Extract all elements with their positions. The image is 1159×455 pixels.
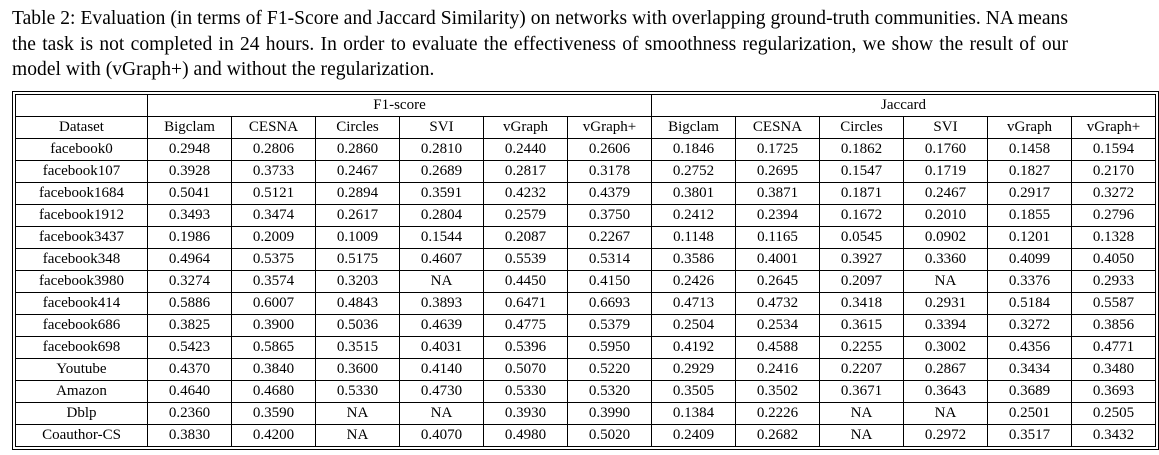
cell-f1-value: 0.5950 (568, 336, 652, 358)
group-header-f1: F1-score (148, 94, 652, 116)
cell-dataset: Dblp (16, 402, 148, 424)
cell-jaccard-value: 0.2505 (1072, 402, 1156, 424)
cell-f1-value: 0.2810 (400, 138, 484, 160)
cell-jaccard-value: 0.3671 (820, 380, 904, 402)
cell-jaccard-value: 0.3517 (988, 424, 1072, 446)
cell-jaccard-value: 0.5587 (1072, 292, 1156, 314)
cell-f1-value: 0.3515 (316, 336, 400, 358)
cell-jaccard-value: 0.4356 (988, 336, 1072, 358)
cell-jaccard-value: 0.1719 (904, 160, 988, 182)
table-row (16, 402, 1156, 424)
col-header-f1-vgraph: vGraph (484, 116, 568, 138)
results-table-body (16, 138, 1156, 446)
cell-jaccard-value: 0.1384 (652, 402, 736, 424)
cell-f1-value: 0.5041 (148, 182, 232, 204)
cell-jaccard-value: 0.1594 (1072, 138, 1156, 160)
cell-f1-value: 0.2606 (568, 138, 652, 160)
col-header-f1-circles: Circles (316, 116, 400, 138)
cell-f1-value: 0.3893 (400, 292, 484, 314)
cell-jaccard-value: 0.1725 (736, 138, 820, 160)
cell-f1-value: 0.3591 (400, 182, 484, 204)
cell-jaccard-value: 0.2467 (904, 182, 988, 204)
cell-jaccard-value: 0.1672 (820, 204, 904, 226)
cell-jaccard-value: 0.2170 (1072, 160, 1156, 182)
cell-jaccard-value: 0.2255 (820, 336, 904, 358)
table-row (16, 270, 1156, 292)
cell-dataset: facebook698 (16, 336, 148, 358)
cell-jaccard-value: 0.1148 (652, 226, 736, 248)
cell-jaccard-value: 0.1846 (652, 138, 736, 160)
cell-f1-value: 0.2440 (484, 138, 568, 160)
cell-f1-value: NA (400, 270, 484, 292)
cell-f1-value: 0.5886 (148, 292, 232, 314)
cell-f1-value: 0.3474 (232, 204, 316, 226)
cell-f1-value: 0.2948 (148, 138, 232, 160)
cell-jaccard-value: 0.2409 (652, 424, 736, 446)
table-row (16, 358, 1156, 380)
cell-jaccard-value: 0.3002 (904, 336, 988, 358)
cell-f1-value: 0.4140 (400, 358, 484, 380)
cell-jaccard-value: 0.2097 (820, 270, 904, 292)
cell-jaccard-value: NA (904, 402, 988, 424)
cell-f1-value: 0.5121 (232, 182, 316, 204)
cell-f1-value: 0.4200 (232, 424, 316, 446)
cell-dataset: facebook3437 (16, 226, 148, 248)
cell-f1-value: 0.3930 (484, 402, 568, 424)
col-header-jaccard-bigclam: Bigclam (652, 116, 736, 138)
cell-f1-value: 0.3928 (148, 160, 232, 182)
cell-f1-value: 0.1986 (148, 226, 232, 248)
cell-f1-value: 0.3750 (568, 204, 652, 226)
cell-f1-value: 0.5070 (484, 358, 568, 380)
cell-f1-value: 0.1544 (400, 226, 484, 248)
table-row (16, 226, 1156, 248)
cell-jaccard-value: NA (820, 402, 904, 424)
cell-jaccard-value: NA (820, 424, 904, 446)
cell-dataset: facebook1684 (16, 182, 148, 204)
cell-jaccard-value: 0.1165 (736, 226, 820, 248)
cell-dataset: Amazon (16, 380, 148, 402)
cell-f1-value: 0.3274 (148, 270, 232, 292)
cell-jaccard-value: 0.2929 (652, 358, 736, 380)
col-header-jaccard-cesna: CESNA (736, 116, 820, 138)
cell-f1-value: 0.5423 (148, 336, 232, 358)
cell-dataset: Youtube (16, 358, 148, 380)
cell-jaccard-value: 0.3418 (820, 292, 904, 314)
cell-f1-value: 0.3493 (148, 204, 232, 226)
cell-f1-value: 0.2860 (316, 138, 400, 160)
cell-dataset: facebook686 (16, 314, 148, 336)
cell-jaccard-value: 0.3856 (1072, 314, 1156, 336)
cell-jaccard-value: 0.1827 (988, 160, 1072, 182)
cell-jaccard-value: 0.4001 (736, 248, 820, 270)
table-row (16, 204, 1156, 226)
cell-jaccard-value: 0.1201 (988, 226, 1072, 248)
cell-f1-value: 0.1009 (316, 226, 400, 248)
cell-jaccard-value: 0.2933 (1072, 270, 1156, 292)
cell-dataset: facebook414 (16, 292, 148, 314)
cell-jaccard-value: 0.3394 (904, 314, 988, 336)
cell-jaccard-value: 0.0545 (820, 226, 904, 248)
cell-jaccard-value: 0.4732 (736, 292, 820, 314)
cell-f1-value: 0.5175 (316, 248, 400, 270)
cell-f1-value: 0.4607 (400, 248, 484, 270)
cell-f1-value: 0.4031 (400, 336, 484, 358)
cell-f1-value: 0.4150 (568, 270, 652, 292)
cell-jaccard-value: 0.3480 (1072, 358, 1156, 380)
cell-f1-value: 0.4680 (232, 380, 316, 402)
cell-jaccard-value: 0.3272 (988, 314, 1072, 336)
cell-f1-value: 0.6007 (232, 292, 316, 314)
cell-f1-value: 0.2689 (400, 160, 484, 182)
table-row (16, 314, 1156, 336)
cell-jaccard-value: 0.2416 (736, 358, 820, 380)
col-header-jaccard-circles: Circles (820, 116, 904, 138)
cell-f1-value: 0.3840 (232, 358, 316, 380)
cell-f1-value: 0.5320 (568, 380, 652, 402)
cell-jaccard-value: 0.2226 (736, 402, 820, 424)
cell-f1-value: 0.2267 (568, 226, 652, 248)
cell-jaccard-value: 0.4588 (736, 336, 820, 358)
group-header-blank (16, 94, 148, 116)
cell-f1-value: 0.4775 (484, 314, 568, 336)
cell-f1-value: 0.5314 (568, 248, 652, 270)
table-row (16, 138, 1156, 160)
cell-jaccard-value: 0.1855 (988, 204, 1072, 226)
cell-f1-value: 0.2360 (148, 402, 232, 424)
cell-jaccard-value: 0.2207 (820, 358, 904, 380)
cell-f1-value: 0.2806 (232, 138, 316, 160)
cell-jaccard-value: 0.2010 (904, 204, 988, 226)
cell-dataset: facebook348 (16, 248, 148, 270)
cell-jaccard-value: 0.2972 (904, 424, 988, 446)
col-header-f1-cesna: CESNA (232, 116, 316, 138)
cell-f1-value: 0.4370 (148, 358, 232, 380)
table-column-header-row (16, 116, 1156, 138)
cell-f1-value: 0.2467 (316, 160, 400, 182)
cell-f1-value: 0.2817 (484, 160, 568, 182)
cell-f1-value: 0.5379 (568, 314, 652, 336)
cell-f1-value: NA (316, 424, 400, 446)
cell-jaccard-value: 0.3272 (1072, 182, 1156, 204)
cell-jaccard-value: 0.1862 (820, 138, 904, 160)
cell-f1-value: 0.5539 (484, 248, 568, 270)
cell-jaccard-value: 0.3586 (652, 248, 736, 270)
cell-jaccard-value: 0.2394 (736, 204, 820, 226)
cell-jaccard-value: 0.3643 (904, 380, 988, 402)
cell-jaccard-value: 0.2501 (988, 402, 1072, 424)
cell-jaccard-value: 0.2695 (736, 160, 820, 182)
col-header-dataset: Dataset (16, 116, 148, 138)
cell-f1-value: 0.5220 (568, 358, 652, 380)
cell-jaccard-value: 0.1328 (1072, 226, 1156, 248)
cell-jaccard-value: 0.1547 (820, 160, 904, 182)
group-header-jaccard: Jaccard (652, 94, 1156, 116)
cell-f1-value: 0.2087 (484, 226, 568, 248)
cell-f1-value: 0.4450 (484, 270, 568, 292)
cell-jaccard-value: 0.5184 (988, 292, 1072, 314)
cell-f1-value: 0.4843 (316, 292, 400, 314)
table-outer-frame (12, 91, 1159, 450)
cell-f1-value: 0.4640 (148, 380, 232, 402)
cell-f1-value: 0.5396 (484, 336, 568, 358)
cell-jaccard-value: 0.2504 (652, 314, 736, 336)
col-header-jaccard-vgraphplus: vGraph+ (1072, 116, 1156, 138)
cell-f1-value: 0.4964 (148, 248, 232, 270)
cell-jaccard-value: 0.3801 (652, 182, 736, 204)
cell-jaccard-value: 0.3432 (1072, 424, 1156, 446)
cell-f1-value: 0.2804 (400, 204, 484, 226)
cell-f1-value: 0.2009 (232, 226, 316, 248)
table-row (16, 248, 1156, 270)
cell-f1-value: 0.3900 (232, 314, 316, 336)
cell-jaccard-value: 0.2931 (904, 292, 988, 314)
cell-f1-value: 0.5865 (232, 336, 316, 358)
cell-f1-value: 0.4730 (400, 380, 484, 402)
cell-dataset: facebook1912 (16, 204, 148, 226)
cell-f1-value: 0.6471 (484, 292, 568, 314)
cell-jaccard-value: 0.3689 (988, 380, 1072, 402)
cell-f1-value: 0.3203 (316, 270, 400, 292)
cell-f1-value: 0.2894 (316, 182, 400, 204)
cell-jaccard-value: 0.2752 (652, 160, 736, 182)
col-header-f1-vgraphplus: vGraph+ (568, 116, 652, 138)
results-table (15, 94, 1156, 447)
col-header-jaccard-svi: SVI (904, 116, 988, 138)
cell-f1-value: 0.3600 (316, 358, 400, 380)
cell-dataset: Coauthor-CS (16, 424, 148, 446)
cell-jaccard-value: 0.0902 (904, 226, 988, 248)
cell-jaccard-value: 0.3693 (1072, 380, 1156, 402)
cell-f1-value: NA (316, 402, 400, 424)
cell-f1-value: 0.5020 (568, 424, 652, 446)
cell-jaccard-value: 0.2645 (736, 270, 820, 292)
cell-jaccard-value: 0.2796 (1072, 204, 1156, 226)
cell-f1-value: 0.5330 (316, 380, 400, 402)
cell-jaccard-value: 0.3502 (736, 380, 820, 402)
cell-jaccard-value: 0.2917 (988, 182, 1072, 204)
cell-jaccard-value: 0.3434 (988, 358, 1072, 380)
cell-f1-value: 0.2617 (316, 204, 400, 226)
table-row (16, 292, 1156, 314)
cell-f1-value: 0.4232 (484, 182, 568, 204)
cell-jaccard-value: NA (904, 270, 988, 292)
cell-f1-value: 0.3825 (148, 314, 232, 336)
cell-f1-value: 0.4070 (400, 424, 484, 446)
cell-f1-value: 0.5036 (316, 314, 400, 336)
cell-jaccard-value: 0.2426 (652, 270, 736, 292)
cell-jaccard-value: 0.1871 (820, 182, 904, 204)
cell-jaccard-value: 0.2534 (736, 314, 820, 336)
cell-f1-value: 0.5330 (484, 380, 568, 402)
cell-f1-value: 0.4639 (400, 314, 484, 336)
cell-f1-value: 0.5375 (232, 248, 316, 270)
cell-f1-value: 0.3178 (568, 160, 652, 182)
cell-jaccard-value: 0.3871 (736, 182, 820, 204)
col-header-f1-svi: SVI (400, 116, 484, 138)
table-row (16, 160, 1156, 182)
cell-f1-value: 0.6693 (568, 292, 652, 314)
cell-f1-value: 0.2579 (484, 204, 568, 226)
cell-f1-value: 0.3733 (232, 160, 316, 182)
cell-f1-value: NA (400, 402, 484, 424)
cell-f1-value: 0.3990 (568, 402, 652, 424)
cell-jaccard-value: 0.4771 (1072, 336, 1156, 358)
caption-label: Table 2: (12, 8, 76, 29)
cell-f1-value: 0.4980 (484, 424, 568, 446)
col-header-jaccard-vgraph: vGraph (988, 116, 1072, 138)
cell-jaccard-value: 0.3360 (904, 248, 988, 270)
cell-dataset: facebook0 (16, 138, 148, 160)
table-row (16, 182, 1156, 204)
cell-jaccard-value: 0.2412 (652, 204, 736, 226)
cell-f1-value: 0.3590 (232, 402, 316, 424)
cell-dataset: facebook107 (16, 160, 148, 182)
cell-jaccard-value: 0.2682 (736, 424, 820, 446)
cell-jaccard-value: 0.4713 (652, 292, 736, 314)
cell-jaccard-value: 0.3927 (820, 248, 904, 270)
table-row (16, 424, 1156, 446)
cell-dataset: facebook3980 (16, 270, 148, 292)
cell-f1-value: 0.3830 (148, 424, 232, 446)
cell-f1-value: 0.4379 (568, 182, 652, 204)
cell-jaccard-value: 0.4192 (652, 336, 736, 358)
col-header-f1-bigclam: Bigclam (148, 116, 232, 138)
table-row (16, 336, 1156, 358)
cell-jaccard-value: 0.4050 (1072, 248, 1156, 270)
cell-jaccard-value: 0.1458 (988, 138, 1072, 160)
table-row (16, 380, 1156, 402)
cell-jaccard-value: 0.3376 (988, 270, 1072, 292)
caption-text: Evaluation (in terms of F1-Score and Jaccard Similarity) on networks with overlapping ground-truth communities. NA means the task is not completed in 24 hours. In order to evaluate the effectiveness of smoothness regularization, we show the result of our model with (vGraph+) and without the regularization. (12, 8, 1068, 80)
cell-jaccard-value: 0.4099 (988, 248, 1072, 270)
cell-jaccard-value: 0.2867 (904, 358, 988, 380)
cell-jaccard-value: 0.3615 (820, 314, 904, 336)
table-caption (12, 6, 1068, 83)
cell-jaccard-value: 0.1760 (904, 138, 988, 160)
cell-f1-value: 0.3574 (232, 270, 316, 292)
table-group-header-row (16, 94, 1156, 116)
cell-jaccard-value: 0.3505 (652, 380, 736, 402)
